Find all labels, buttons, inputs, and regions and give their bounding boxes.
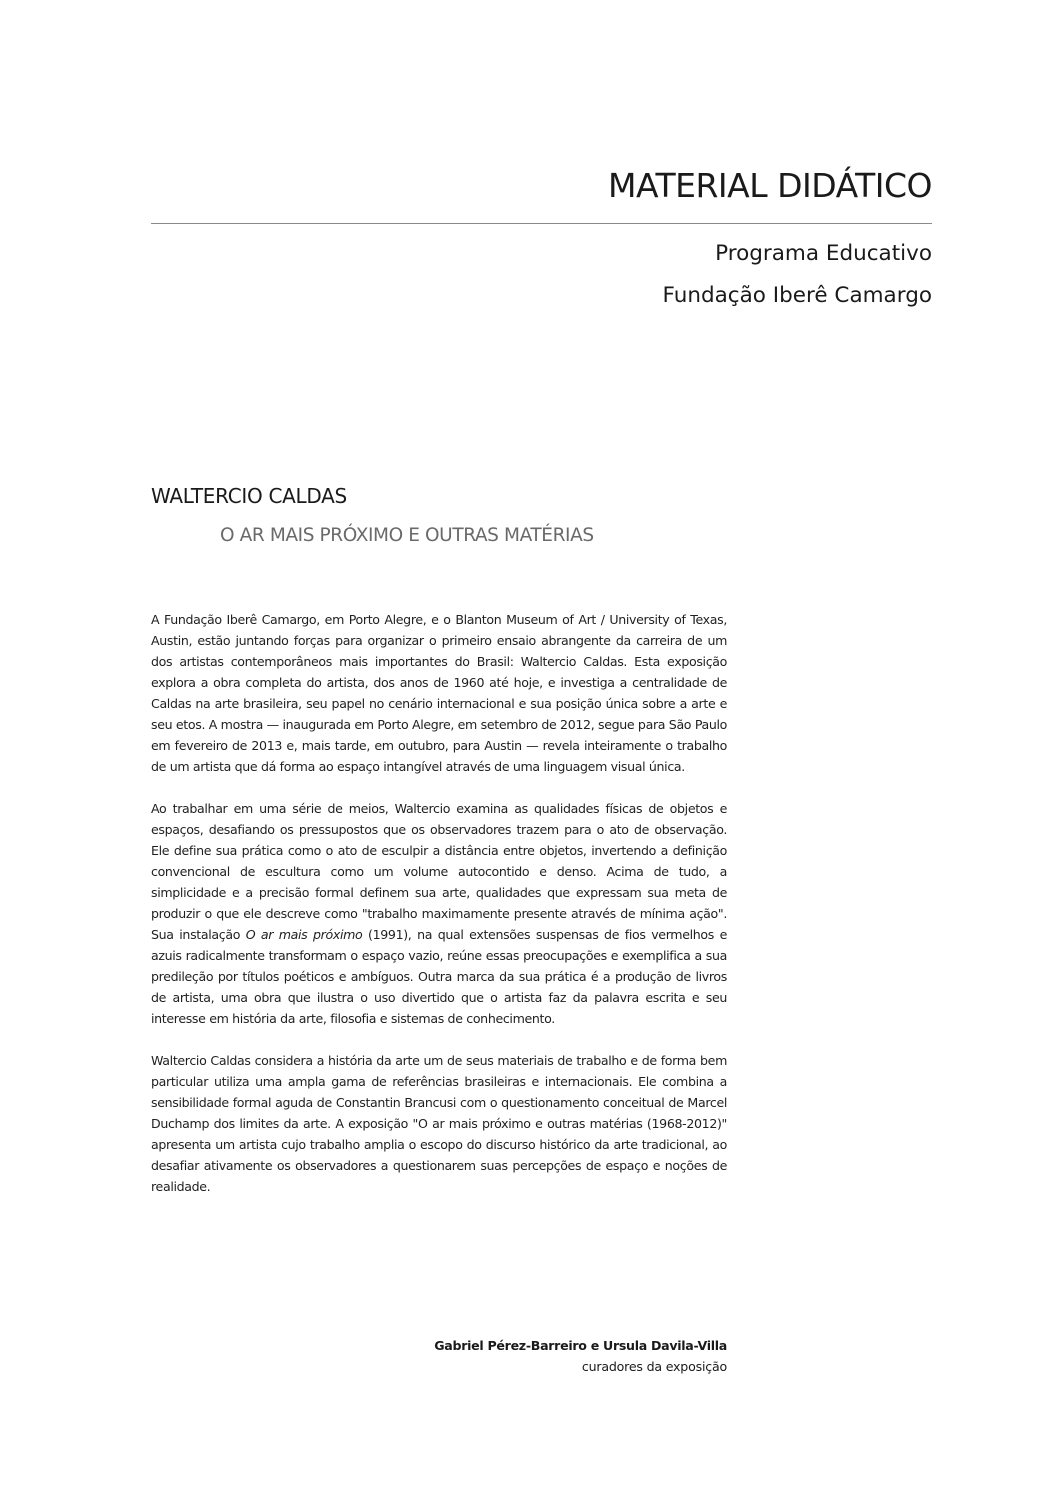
exhibition-title: O AR MAIS PRÓXIMO E OUTRAS MATÉRIAS [220, 525, 594, 546]
paragraph-2-start: Ao trabalhar em uma série de meios, Waltercio examina as qualidades físicas de objetos e espaços, desafiando os pressupostos que os observadores trazem para o ato de observação. Ele define sua prática como o ato de esculpir a distância entre objetos, invertendo a definição convencional de escultura como um volume autocontido e denso. Acima de tudo, a simplicidade e a precisão formal definem sua arte, qualidades que expressam sua meta de produzir o que ele descreve como "trabalho maximamente presente através de mínima ação". Sua instalação [151, 801, 727, 942]
curator-role: curadores da exposição [581, 1359, 727, 1374]
document-title: MATERIAL DIDÁTICO [608, 166, 932, 205]
paragraph-2-end: (1991), na qual extensões suspensas de fios vermelhos e azuis radicalmente transformam o espaço vazio, reúne essas preocupações e exemplifica a sua predileção por títulos poéticos e ambíguos. Outra marca da sua prática é a produção de livros de artista, uma obra que ilustra o uso divertido que o artista faz da palavra escrita e seu interesse em história da arte, filosofia e sistemas de conhecimento. [151, 927, 728, 1026]
article-body [151, 609, 727, 1218]
header-divider [151, 223, 932, 224]
artwork-title: O ar mais próximo [245, 927, 363, 942]
signature-block [434, 1335, 727, 1377]
artist-name: WALTERCIO CALDAS [151, 484, 347, 508]
institution-name: Fundação Iberê Camargo [662, 283, 932, 308]
curator-names: Gabriel Pérez-Barreiro e Ursula Davila-Villa [434, 1338, 727, 1353]
paragraph-1: A Fundação Iberê Camargo, em Porto Alegre, e o Blanton Museum of Art / University of Texas, Austin, estão juntando forças para organizar o primeiro ensaio abrangente da carreira de um dos artistas contemporâneos mais importantes do Brasil: Waltercio Caldas. Esta exposição explora a obra completa do artista, dos anos de 1960 até hoje, e investiga a centralidade de Caldas na arte brasileira, seu papel no cenário internacional e sua posição única sobre a arte e seu etos. A mostra — inaugurada em Porto Alegre, em setembro de 2012, segue para São Paulo em fevereiro de 2013 e, mais tarde, em outubro, para Austin — revela inteiramente o trabalho de um artista que dá forma ao espaço intangível através de uma linguagem visual única. [151, 612, 727, 774]
paragraph-2 [151, 798, 727, 1029]
program-name: Programa Educativo [715, 241, 932, 266]
paragraph-3: Waltercio Caldas considera a história da arte um de seus materiais de trabalho e de forma bem particular utiliza uma ampla gama de referências brasileiras e internacionais. Ele combina a sensibilidade formal aguda de Constantin Brancusi com o questionamento conceitual de Marcel Duchamp dos limites da arte. A exposição "O ar mais próximo e outras matérias (1968-2012)" apresenta um artista cujo trabalho amplia o escopo do discurso histórico da arte tradicional, ao desafiar ativamente os observadores a questionarem suas percepções de espaço e noções de realidade. [151, 1053, 727, 1194]
